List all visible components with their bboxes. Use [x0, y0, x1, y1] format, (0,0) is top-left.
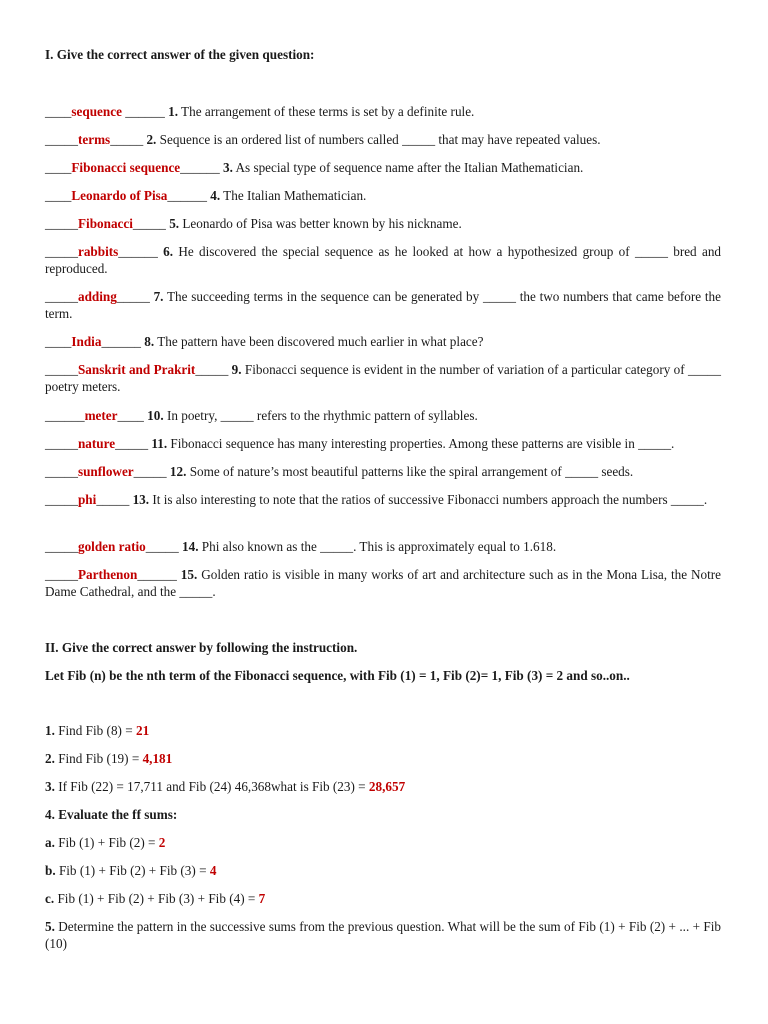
section-2-intro: Let Fib (n) be the nth term of the Fibonacci sequence, with Fib (1) = 1, Fib (2)= 1, Fib (3) = 2 and so..on.. — [45, 668, 630, 683]
problem-number: 5. — [45, 919, 55, 934]
blank: ______ — [180, 160, 224, 175]
question-3 — [45, 159, 721, 176]
question-text: In poetry, _____ refers to the rhythmic pattern of syllables. — [163, 408, 478, 423]
question-number: 15. — [180, 567, 198, 582]
question-6 — [45, 243, 721, 277]
blank: ____ — [45, 160, 72, 175]
problem-5 — [45, 918, 721, 952]
section-2-heading: II. Give the correct answer by following the instruction. — [45, 640, 358, 655]
question-2 — [45, 131, 721, 148]
question-15 — [45, 566, 721, 600]
answer: 7 — [258, 891, 266, 906]
answer: 21 — [135, 723, 150, 738]
problem-text: Evaluate the ff sums: — [54, 807, 178, 822]
question-number: 6. — [163, 244, 174, 259]
question-number: 14. — [182, 539, 199, 554]
question-12 — [45, 463, 721, 480]
question-number: 11. — [151, 436, 168, 451]
problem-3 — [45, 778, 721, 795]
question-10 — [45, 407, 721, 424]
question-text: Some of nature’s most beautiful patterns like the spiral arrangement of _____ seeds. — [186, 464, 634, 479]
problem-4c — [45, 890, 721, 907]
answer: Parthenon — [77, 567, 138, 582]
answer: Fibonacci sequence — [71, 160, 181, 175]
blank: ______ — [118, 244, 164, 259]
problem-number: 2. — [45, 751, 55, 766]
problem-2 — [45, 750, 721, 767]
question-text: The arrangement of these terms is set by a definite rule. — [177, 104, 475, 119]
problem-number: a. — [45, 835, 55, 850]
blank: _____ — [133, 464, 170, 479]
question-number: 5. — [169, 216, 180, 231]
blank: _____ — [45, 464, 78, 479]
question-1 — [45, 103, 721, 120]
problem-text: Fib (1) + Fib (2) = — [54, 835, 159, 850]
question-number: 9. — [231, 362, 242, 377]
question-number: 8. — [144, 334, 155, 349]
question-11 — [45, 435, 721, 452]
blank: _____ — [45, 216, 78, 231]
blank: _____ — [96, 492, 133, 507]
question-number: 1. — [168, 104, 178, 119]
question-4 — [45, 187, 721, 204]
blank: _____ — [45, 289, 78, 304]
question-13 — [45, 491, 721, 508]
blank: ______ — [101, 334, 145, 349]
answer: 28,657 — [368, 779, 406, 794]
problem-text: Find Fib (19) = — [54, 751, 143, 766]
question-5 — [45, 215, 721, 232]
blank: ____ — [45, 334, 72, 349]
question-number: 12. — [169, 464, 187, 479]
section-1-heading: I. Give the correct answer of the given question: — [45, 47, 315, 62]
problem-number: c. — [45, 891, 55, 906]
problem-text: Fib (1) + Fib (2) + Fib (3) + Fib (4) = — [54, 891, 259, 906]
blank: _____ — [116, 289, 154, 304]
answer: golden ratio — [77, 539, 146, 554]
problem-text: If Fib (22) = 17,711 and Fib (24) 46,368what is Fib (23) = — [54, 779, 369, 794]
answer: phi — [77, 492, 97, 507]
answer: Sanskrit and Prakrit — [77, 362, 196, 377]
problem-1 — [45, 722, 721, 739]
blank: _____ — [115, 436, 152, 451]
question-text: As special type of sequence name after the Italian Mathematician. — [232, 160, 584, 175]
question-text: Fibonacci sequence has many interesting properties. Among these patterns are visible in _____. — [167, 436, 675, 451]
problem-text: Determine the pattern in the successive sums from the previous question. What will be the sum of Fib (1) + Fib (2) + ... + Fib (10) — [45, 919, 721, 951]
question-text: The succeeding terms in the sequence can be generated by _____ the two numbers that came before the term. — [45, 289, 722, 321]
answer: India — [71, 334, 102, 349]
question-number: 13. — [132, 492, 150, 507]
blank: _____ — [45, 539, 78, 554]
question-number: 2. — [146, 132, 157, 147]
problem-number: 1. — [45, 723, 55, 738]
problem-text: Fib (1) + Fib (2) + Fib (3) = — [55, 863, 210, 878]
blank: ____ — [117, 408, 148, 423]
question-9 — [45, 361, 721, 395]
problem-number: b. — [45, 863, 56, 878]
answer: Leonardo of Pisa — [71, 188, 168, 203]
answer: sunflower — [77, 464, 134, 479]
question-text: Sequence is an ordered list of numbers called _____ that may have repeated values. — [156, 132, 601, 147]
question-text: Leonardo of Pisa was better known by his nickname. — [179, 216, 462, 231]
question-text: He discovered the special sequence as he looked at how a hypothesized group of _____ bred and reproduced. — [45, 244, 722, 276]
answer: meter — [84, 408, 118, 423]
answer: nature — [77, 436, 116, 451]
blank: _____ — [45, 436, 78, 451]
question-14 — [45, 538, 721, 555]
question-number: 3. — [223, 160, 233, 175]
problem-text: Find Fib (8) = — [54, 723, 136, 738]
blank: _____ — [110, 132, 147, 147]
question-text: It is also interesting to note that the ratios of successive Fibonacci numbers approach the numbers _____. — [149, 492, 708, 507]
blank: _____ — [132, 216, 170, 231]
question-7 — [45, 288, 721, 322]
answer: 4,181 — [142, 751, 173, 766]
answer: 4 — [209, 863, 217, 878]
blank: _____ — [45, 244, 78, 259]
blank: _____ — [145, 539, 183, 554]
answer: rabbits — [77, 244, 119, 259]
blank: ______ — [167, 188, 211, 203]
blank: _____ — [195, 362, 232, 377]
blank: _____ — [45, 132, 78, 147]
question-8 — [45, 333, 721, 350]
question-text: The Italian Mathematician. — [220, 188, 367, 203]
question-text: Golden ratio is visible in many works of art and architecture such as in the Mona Lisa, the Notre Dame Cathedral, and the _____. — [45, 567, 721, 599]
answer: sequence — [71, 104, 122, 119]
problem-number: 3. — [45, 779, 55, 794]
blank: ____ — [45, 188, 72, 203]
answer: 2 — [158, 835, 166, 850]
question-number: 4. — [210, 188, 221, 203]
blank: _____ — [45, 362, 78, 377]
blank: ______ — [121, 104, 169, 119]
question-number: 7. — [153, 289, 164, 304]
answer: Fibonacci — [77, 216, 133, 231]
answer: terms — [77, 132, 111, 147]
problem-4 — [45, 806, 721, 823]
problem-4a — [45, 834, 721, 851]
question-text: The pattern have been discovered much earlier in what place? — [154, 334, 484, 349]
question-number: 10. — [147, 408, 164, 423]
blank: ______ — [137, 567, 181, 582]
blank: _____ — [45, 492, 78, 507]
answer: adding — [77, 289, 117, 304]
problem-number: 4. — [45, 807, 55, 822]
blank: _____ — [45, 567, 78, 582]
blank: ____ — [45, 104, 72, 119]
question-text: Fibonacci sequence is evident in the number of variation of a particular category of _____ poetry meters. — [45, 362, 721, 394]
problem-4b — [45, 862, 721, 879]
blank: ______ — [45, 408, 85, 423]
question-text: Phi also known as the _____. This is approximately equal to 1.618. — [198, 539, 557, 554]
